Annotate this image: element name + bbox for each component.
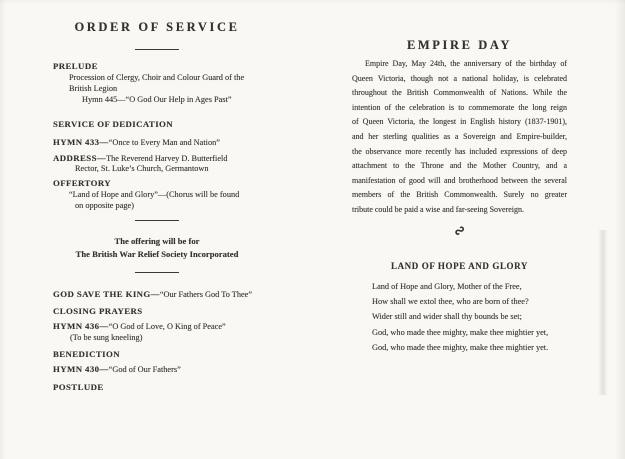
paragraph-line: the observance more recently has included expressions of deep [352, 146, 567, 156]
offertory-heading: OFFERTORY [53, 178, 112, 188]
order-of-service-title: ORDER OF SERVICE [74, 20, 240, 34]
squiggle-ornament-icon: ∾ [449, 220, 470, 241]
paragraph-line: and her sterling qualities as a Sovereign and Empire-builder, [352, 131, 567, 141]
hymn-433-title: “Once to Every Man and Nation” [108, 137, 220, 147]
paragraph-line: attachment to the Throne and the Mother Country, and a [352, 161, 567, 171]
hymn-436-line [53, 321, 314, 332]
prelude-line: Procession of Clergy, Choir and Colour Guard of the [69, 73, 245, 82]
prelude-heading: PRELUDE [53, 61, 98, 71]
hymn-445-line: Hymn 445—“O God Our Help in Ages Past” [82, 95, 232, 104]
god-save-the-king-label: GOD SAVE THE KING— [53, 289, 160, 299]
hymn-433-line [53, 137, 314, 148]
right-page [352, 0, 567, 356]
land-of-hope-and-glory-heading: LAND OF HOPE AND GLORY [390, 260, 529, 271]
offering-notice-line: The offering will be for [114, 236, 200, 246]
anthem-line: God, who made thee mighty, make thee mightier yet. [372, 343, 549, 353]
hymn-436-title: “O God of Love, O King of Peace” [108, 322, 226, 331]
hymn-436-note: (To be sung kneeling) [70, 333, 143, 342]
offertory-line: “Land of Hope and Glory”—(Chorus will be found [69, 190, 240, 199]
anthem-line: Land of Hope and Glory, Mother of the Free, [372, 281, 522, 291]
god-save-the-king-hymn: “Our Fathers God To Thee” [159, 290, 253, 299]
hymn-430-title: “God of Our Fathers” [108, 364, 181, 374]
page-fold-shadow [598, 230, 608, 395]
anthem-line: How shall we extol thee, who are born of thee? [372, 296, 529, 306]
address-line [53, 153, 314, 164]
empire-day-title: EMPIRE DAY [406, 38, 513, 52]
service-of-dedication-heading: SERVICE OF DEDICATION [53, 118, 174, 129]
hymn-436-label: HYMN 436— [53, 321, 109, 331]
paragraph-line: throughout the British Commonwealth of Nations. While the [352, 88, 567, 98]
anthem-line: Wider still and wider shall thy bounds be set; [372, 312, 522, 322]
paragraph-line: Empire Day, May 24th, the anniversary of the birthday of [365, 59, 567, 68]
god-save-the-king-line [53, 289, 314, 300]
divider-rule [135, 272, 179, 273]
paragraph-line: members of the British Commonwealth. Surely no greater [352, 190, 567, 200]
offertory-line-2: on opposite page) [75, 200, 134, 210]
paragraph-line: Queen Victoria, though not a national holiday, is celebrated [352, 73, 567, 83]
divider-rule [135, 49, 179, 50]
closing-prayers-heading: CLOSING PRAYERS [53, 306, 143, 316]
benediction-heading: BENEDICTION [53, 348, 120, 359]
hymn-430-line [53, 364, 314, 375]
paragraph-line: manifestation of good will and brotherhood between the several [352, 175, 567, 185]
empire-day-paragraph [352, 57, 567, 218]
divider-rule [135, 220, 179, 221]
anthem-verse [372, 279, 567, 356]
hymn-430-label: HYMN 430— [53, 363, 109, 374]
prelude-line: British Legion [69, 83, 118, 93]
address-label: ADDRESS— [53, 152, 107, 163]
offering-beneficiary-line: The British War Relief Society Incorporated [75, 248, 239, 259]
paragraph-line: tribute could be paid a wise and far-seeing Sovereign. [352, 204, 525, 214]
address-speaker: The Reverend Harvey D. Butterfield [106, 153, 228, 163]
paragraph-line: intention of the celebration is to commemorate the long reign [352, 102, 567, 112]
left-page [0, 0, 314, 392]
paragraph-line: of Queen Victoria, the longest in English history (1837-1901), [352, 117, 567, 127]
postlude-heading: POSTLUDE [53, 381, 104, 392]
anthem-line: God, who made thee mighty, make thee mightier yet, [372, 327, 549, 337]
address-line-2: Rector, St. Luke’s Church, Germantown [75, 163, 209, 173]
hymn-433-label: HYMN 433— [53, 136, 109, 147]
